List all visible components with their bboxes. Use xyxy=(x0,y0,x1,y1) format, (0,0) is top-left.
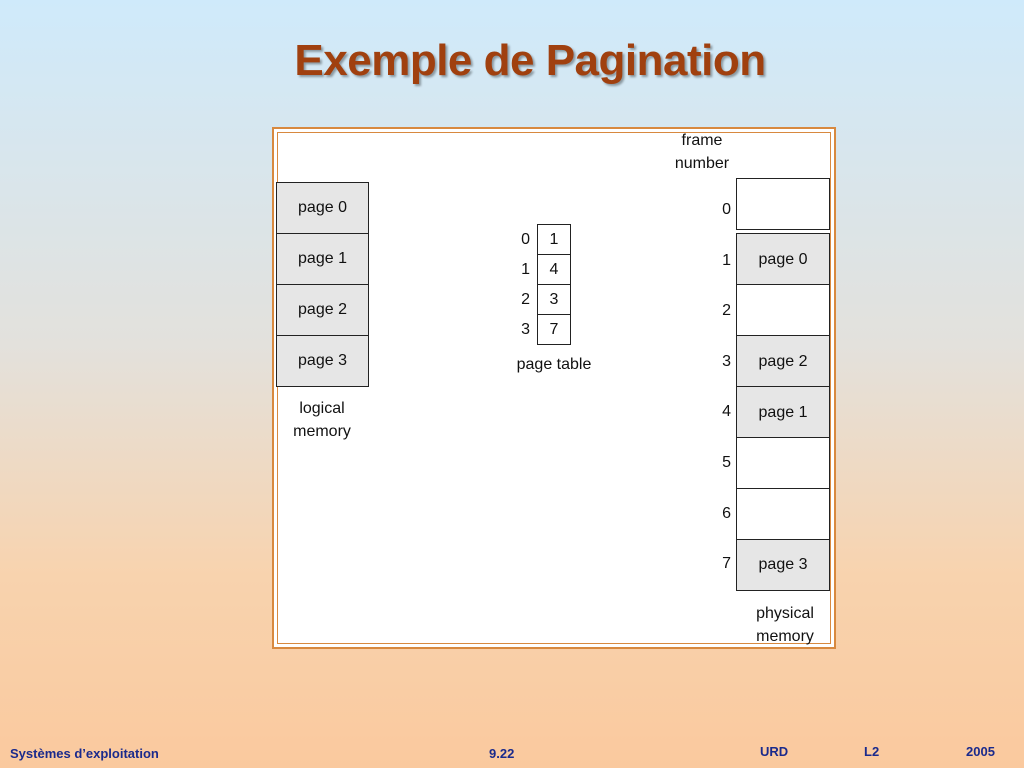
page-table-entry-1: 4 xyxy=(537,254,571,285)
physical-frame-7: page 3 xyxy=(736,539,830,591)
page-table-index-0: 0 xyxy=(521,231,530,248)
page-table-caption: page table xyxy=(516,356,592,373)
logical-caption-line2: memory xyxy=(293,423,351,440)
frame-number-header xyxy=(660,129,744,175)
footer-course: Systèmes d’exploitation xyxy=(10,746,159,761)
page-table-index-2: 2 xyxy=(521,291,530,308)
frame-number-5: 5 xyxy=(722,454,731,471)
footer-institution: URD xyxy=(760,744,789,759)
footer-slide-number: 9.22 xyxy=(489,746,515,761)
footer-year: 2005 xyxy=(966,744,995,759)
page-table-entry-0: 1 xyxy=(537,224,571,255)
page-table-index-1: 1 xyxy=(521,261,530,278)
logical-page-2: page 2 xyxy=(276,284,369,336)
page-table-entry-3: 7 xyxy=(537,314,571,345)
frame-number-4: 4 xyxy=(722,403,731,420)
physical-caption-line2: memory xyxy=(756,628,814,645)
frame-number-6: 6 xyxy=(722,505,731,522)
physical-frame-4: page 1 xyxy=(736,386,830,439)
page-table-index-3: 3 xyxy=(521,321,530,338)
physical-memory-caption xyxy=(738,602,832,648)
physical-frame-2 xyxy=(736,284,830,337)
physical-frame-6 xyxy=(736,488,830,541)
logical-memory-caption xyxy=(272,397,372,443)
frame-number-7: 7 xyxy=(722,555,731,572)
frame-header-line2: number xyxy=(674,155,730,172)
footer-level: L2 xyxy=(864,744,880,759)
logical-page-3: page 3 xyxy=(276,335,369,387)
frame-number-2: 2 xyxy=(722,302,731,319)
physical-frame-1: page 0 xyxy=(736,233,830,286)
frame-header-line1: frame xyxy=(681,132,723,149)
logical-page-0: page 0 xyxy=(276,182,369,234)
frame-number-3: 3 xyxy=(722,353,731,370)
slide-title: Exemple de Pagination xyxy=(294,36,766,85)
physical-caption-line1: physical xyxy=(756,605,814,622)
physical-frame-0 xyxy=(736,178,830,230)
frame-number-0: 0 xyxy=(722,201,731,218)
physical-frame-5 xyxy=(736,437,830,490)
frame-number-1: 1 xyxy=(722,252,731,269)
physical-frame-3: page 2 xyxy=(736,335,830,388)
logical-page-1: page 1 xyxy=(276,233,369,285)
page-table-entry-2: 3 xyxy=(537,284,571,315)
logical-caption-line1: logical xyxy=(299,400,345,417)
